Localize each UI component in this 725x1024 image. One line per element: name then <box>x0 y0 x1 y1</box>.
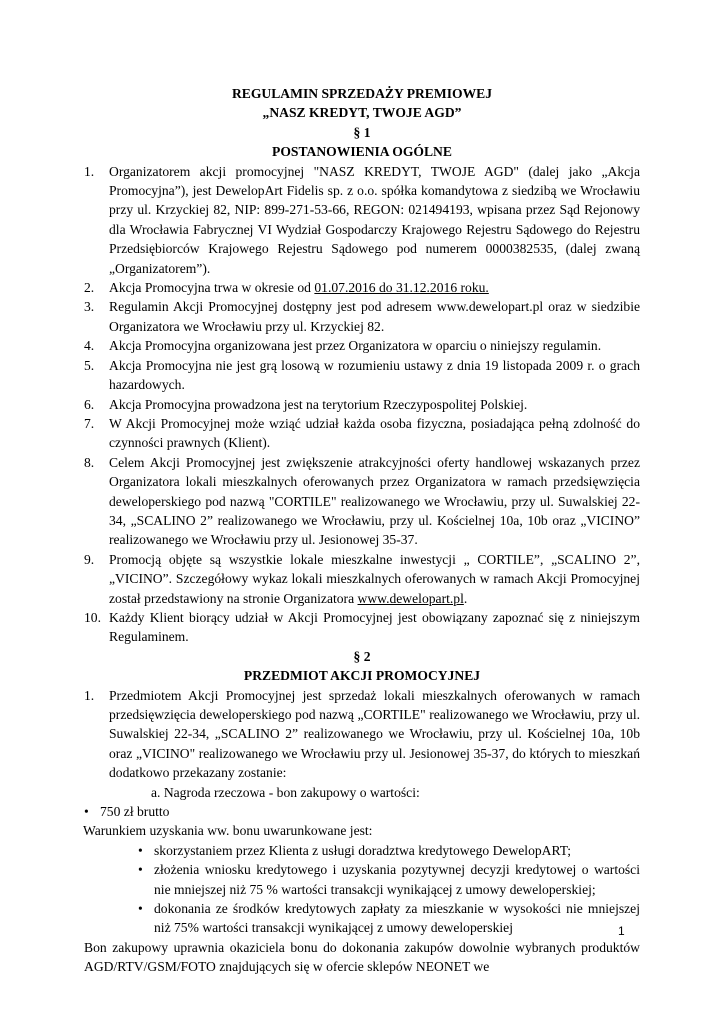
title-line-1: REGULAMIN SPRZEDAŻY PREMIOWEJ <box>231 86 493 101</box>
list-item: 5. Akcja Promocyjna nie jest grą losową w rozumieniu ustawy z dnia 19 listopada 2009 r. o grach hazardowych. <box>84 357 640 393</box>
promotion-period: 01.07.2016 do 31.12.2016 roku. <box>314 280 489 296</box>
conditions-intro: Warunkiem uzyskania ww. bonu uwarunkowane jest: <box>83 823 373 839</box>
list-item: 2. Akcja Promocyjna trwa w okresie od 01.07.2016 do 31.12.2016 roku. <box>84 280 489 296</box>
list-item: 3. Regulamin Akcji Promocyjnej dostępny jest pod adresem www.dewelopart.pl oraz w siedzibie Organizatora we Wrocławiu przy ul. Krzyckiej 82. <box>84 299 640 334</box>
title-line-2: „NASZ KREDYT, TWOJE AGD” <box>262 105 462 121</box>
list-item: 8. Celem Akcji Promocyjnej jest zwiększenie atrakcyjności oferty handlowej wskazanych przez Organizatora lokali mieszkalnych oferowanych przez Organizatora w ramach przedsięwzięcia deweloperskiego pod nazwą "CORTILE" realizowanego we Wrocławiu, przy ul. Suwalskiej 22-34, „SCALINO 2” realizowanego we Wrocławiu, przy ul. Kościelnej 10a, 10b oraz „VICINO” realizowanego we Wrocławiu przy ul. Jesionowej 35-37. <box>84 454 640 548</box>
condition-item: • skorzystaniem przez Klienta z usługi doradztwa kredytowego DewelopART; <box>84 841 640 860</box>
list-item: 6. Akcja Promocyjna prowadzona jest na terytorium Rzeczypospolitej Polskiej. <box>84 396 528 412</box>
bullet-value: • 750 zł brutto <box>84 802 640 821</box>
list-item: 9. Promocją objęte są wszystkie lokale mieszkalne inwestycji „ CORTILE”, „SCALINO 2”, „VICINO”. Szczegółowy wykaz lokali mieszkalnych oferowanych w ramach Akcji Promocyjnej został przedstawiony na stronie Organizatora www.dewelopart.pl. <box>84 551 640 606</box>
list-item: 7. W Akcji Promocyjnej może wziąć udział każda osoba fizyczna, posiadająca pełną zdolność do czynności prawnych (Klient). <box>84 415 640 451</box>
sub-item-a: a. Nagroda rzeczowa - bon zakupowy o wartości: <box>151 784 420 800</box>
bullet-icon: • <box>138 901 143 917</box>
closing-paragraph: Bon zakupowy uprawnia okaziciela bonu do dokonania zakupów dowolnie wybranych produktów AGD/RTV/GSM/FOTO znajdujących się w ofercie sklepów NEONET we <box>84 939 640 975</box>
section-1-list <box>84 162 640 647</box>
list-item: 1. Organizatorem akcji promocyjnej "NASZ KREDYT, TWOJE AGD" (dalej jako „Akcja Promocyjna”), jest DewelopArt Fidelis sp. z o.o. spółka komandytowa z siedzibą we Wrocławiu przy ul. Krzyckiej 82, NIP: 899-271-53-66, REGON: 021494193, wpisana przez Sąd Rejonowy dla Wrocławia Fabrycznej VI Wydział Gospodarczy Krajowego Rejestru Sądowego do Rejestru Przedsiębiorców Krajowego Rejestru Sądowego pod numerem 0000382535, (dalej zwaną „Organizatorem”). <box>84 163 640 276</box>
section-1-mark: § 1 <box>353 124 371 140</box>
list-item: 4. Akcja Promocyjna organizowana jest przez Organizatora w oparciu o niniejszy regulamin. <box>84 338 602 354</box>
bullet-icon: • <box>138 862 143 878</box>
list-item: 1. Przedmiotem Akcji Promocyjnej jest sprzedaż lokali mieszkalnych oferowanych w ramach przedsięwzięcia deweloperskiego pod nazwą „CORTILE" realizowanego we Wrocławiu, przy ul. Suwalskiej 22-34, „SCALINO 2” realizowanego we Wrocławiu, przy ul. Kościelnej 10a, 10b oraz „VICINO" realizowanego we Wrocławiu przy ul. Jesionowej 35-37, do których to mieszkań dodatkowo przekazany zostanie: <box>84 687 640 781</box>
section-2-list <box>84 686 640 783</box>
document-content <box>84 84 640 977</box>
list-item: 10. Każdy Klient biorący udział w Akcji Promocyjnej jest obowiązany zapoznać się z niniejszym Regulaminem. <box>84 609 640 645</box>
condition-item: • dokonania ze środków kredytowych zapłaty za mieszkanie w wysokości nie mniejszej niż 75% wartości transakcji wynikającej z umowy deweloperskiej <box>138 901 640 936</box>
bullet-icon: • <box>84 804 89 820</box>
section-2-heading: PRZEDMIOT AKCJI PROMOCYJNEJ <box>243 668 481 684</box>
condition-item: • złożenia wniosku kredytowego i uzyskania pozytywnej decyzji kredytowej o wartości nie mniejszej niż 75 % wartości transakcji wynikającej z umowy deweloperskiej; <box>138 862 640 897</box>
dewelopart-link[interactable]: www.dewelopart.pl <box>357 590 464 606</box>
bullet-icon: • <box>138 842 143 858</box>
section-1-heading: POSTANOWIENIA OGÓLNE <box>272 144 452 160</box>
page-number: 1 <box>618 924 625 938</box>
section-2-mark: § 2 <box>353 648 371 664</box>
